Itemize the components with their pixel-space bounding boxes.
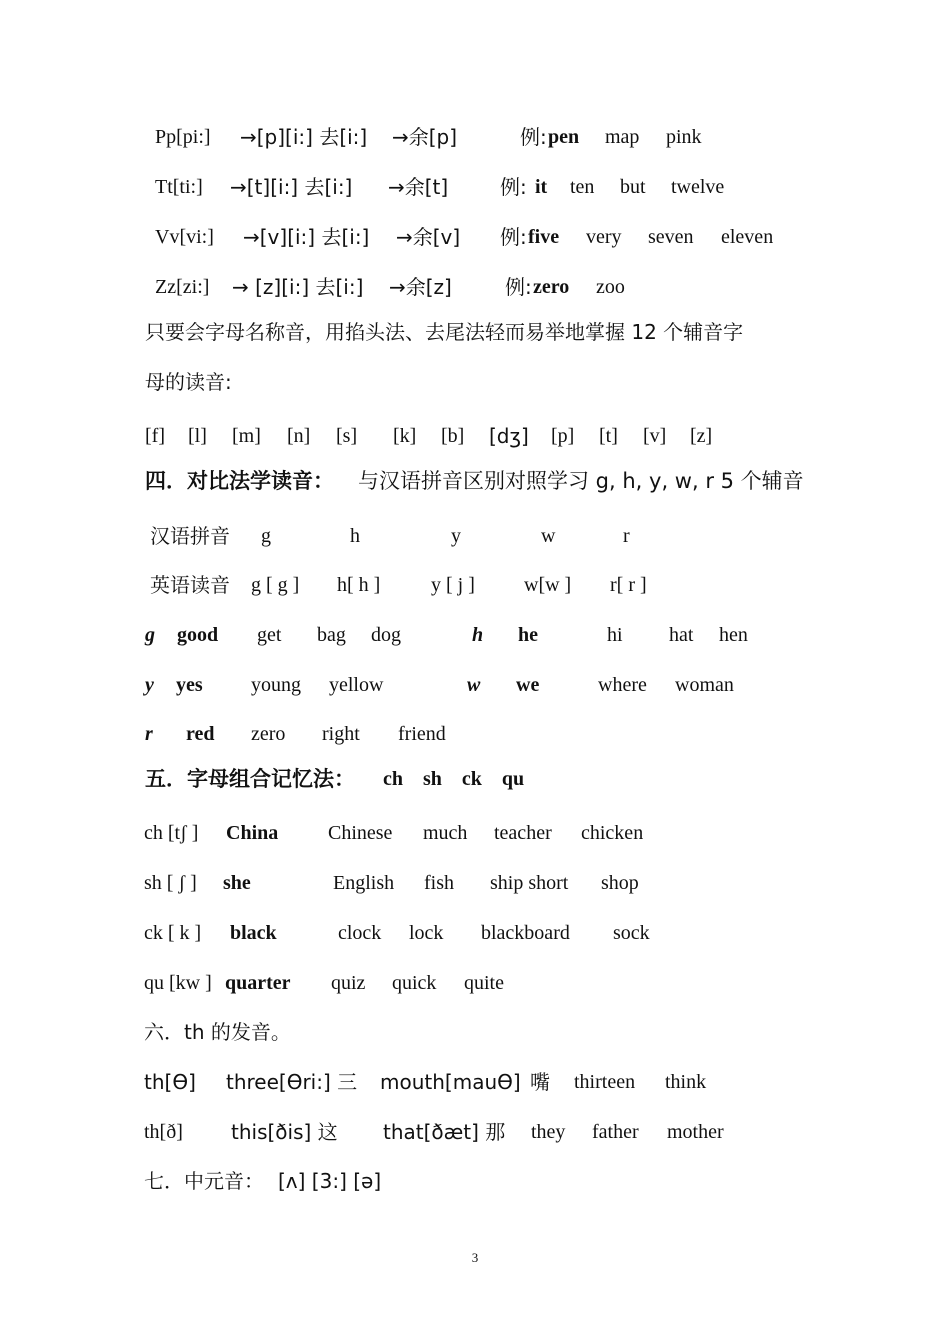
example-word: zoo — [596, 276, 625, 298]
key-word: she — [223, 872, 251, 894]
th-sound: th[ð] — [144, 1121, 183, 1143]
example-word: dog — [371, 624, 401, 646]
pinyin-letter: y — [451, 525, 461, 547]
example-word: think — [665, 1071, 707, 1093]
example-bold-word: it — [535, 176, 548, 198]
consonant: [b] — [441, 425, 465, 447]
consonant: [z] — [690, 425, 713, 447]
consonant: [t] — [599, 425, 618, 447]
section-title: 七．中元音： — [144, 1169, 264, 1193]
example-word: hat — [669, 624, 694, 646]
rule-result: →余[v] — [396, 225, 461, 249]
consonant: [f] — [145, 425, 165, 447]
rule-step: →[v][i:] 去[i:] — [243, 225, 370, 249]
combo-sound: ch [tʃ ] — [144, 822, 199, 844]
example-word: shop — [601, 872, 639, 894]
english-sound: h[ h ] — [337, 574, 381, 596]
english-sound: y [ j ] — [431, 574, 475, 596]
rule-result: →余[p] — [392, 125, 458, 149]
example-word: twelve — [671, 176, 725, 198]
example-word: three[Ɵri:] 三 — [226, 1070, 358, 1094]
example-word: chicken — [581, 822, 644, 844]
consonant: [n] — [287, 425, 311, 447]
letter-name: Tt[ti:] — [155, 176, 203, 198]
key-word: yes — [176, 674, 203, 696]
summary-text: 母的读音: — [145, 370, 232, 394]
summary-text: 只要会字母名称音，用掐头法、去尾法轻而易举地掌握 12 个辅音字 — [145, 320, 744, 344]
pinyin-letter: h — [350, 525, 360, 547]
example-word: young — [251, 674, 301, 696]
letter-combinations: ch sh ck qu — [383, 768, 525, 790]
example-word: fish — [424, 872, 454, 894]
section-description: 与汉语拼音区别对照学习 g, h, y, w, r 5 个辅音 — [358, 469, 804, 493]
example-word: get — [257, 624, 282, 646]
key-word: we — [516, 674, 540, 696]
example-word: map — [605, 126, 640, 148]
row-label: 英语读音 — [150, 573, 230, 597]
page-number: 3 — [471, 1250, 479, 1265]
pinyin-letter: r — [623, 525, 630, 547]
key-letter: w — [467, 674, 481, 696]
example-word: very — [586, 226, 622, 248]
english-sound: r[ r ] — [610, 574, 647, 596]
example-word: much — [423, 822, 468, 844]
example-label: 例: — [505, 275, 532, 299]
example-word: hen — [719, 624, 748, 646]
example-bold-word: zero — [533, 276, 570, 298]
row-label: 汉语拼音 — [150, 524, 230, 548]
combo-sound: ck [ k ] — [144, 922, 202, 944]
key-word: China — [226, 822, 279, 844]
key-word: good — [177, 624, 219, 646]
section-title: 六．th 的发音。 — [144, 1020, 291, 1044]
example-word: that[ðæt] 那 — [383, 1120, 506, 1144]
consonant: [s] — [336, 425, 358, 447]
english-sound: g [ g ] — [251, 574, 300, 596]
rule-result: →余[z] — [389, 275, 452, 299]
example-word: teacher — [494, 822, 552, 844]
example-word: this[ðis] 这 — [231, 1120, 338, 1144]
combo-sound: sh [ ʃ ] — [144, 872, 197, 894]
combo-sound: qu [kw ] — [144, 972, 212, 994]
example-word: yellow — [329, 674, 384, 696]
section-title: 五．字母组合记忆法： — [145, 767, 355, 791]
example-word: clock — [338, 922, 382, 944]
key-letter: r — [145, 723, 153, 745]
example-word: right — [322, 723, 360, 745]
example-word: bag — [317, 624, 346, 646]
key-word: quarter — [225, 972, 291, 994]
example-word: mouth[mauƟ] — [380, 1070, 521, 1094]
key-word: red — [186, 723, 215, 745]
th-sound: th[Ɵ] — [144, 1070, 196, 1094]
consonant: [l] — [188, 425, 207, 447]
example-word: quite — [464, 972, 504, 994]
key-letter: h — [472, 624, 484, 646]
example-word: father — [592, 1121, 639, 1143]
rule-step: →[t][i:] 去[i:] — [230, 175, 353, 199]
example-label: 例: — [500, 225, 527, 249]
example-word: hi — [607, 624, 623, 646]
key-letter: y — [145, 674, 154, 696]
example-word: quick — [392, 972, 437, 994]
example-word: eleven — [721, 226, 774, 248]
example-word: zero — [251, 723, 286, 745]
example-word: mother — [667, 1121, 724, 1143]
example-bold-word: pen — [548, 126, 580, 148]
example-word: ship short — [490, 872, 569, 894]
pinyin-letter: w — [541, 525, 556, 547]
letter-name: Pp[pi:] — [155, 126, 211, 148]
example-word: lock — [409, 922, 444, 944]
rule-step: →[p][i:] 去[i:] — [240, 125, 368, 149]
letter-name: Vv[vi:] — [155, 226, 214, 248]
example-word: blackboard — [481, 922, 570, 944]
english-sound: w[w ] — [524, 574, 572, 596]
example-word: pink — [666, 126, 702, 148]
example-word: they — [531, 1121, 566, 1143]
rule-step: → [z][i:] 去[i:] — [232, 275, 364, 299]
key-word: he — [518, 624, 538, 646]
consonant: [p] — [551, 425, 575, 447]
key-letter: g — [145, 624, 155, 646]
example-bold-word: five — [528, 226, 560, 248]
consonant: [k] — [393, 425, 417, 447]
consonant: [v] — [643, 425, 667, 447]
example-word: ten — [570, 176, 595, 198]
example-label: 例: — [500, 175, 527, 199]
letter-name: Zz[zi:] — [155, 276, 210, 298]
example-word: sock — [613, 922, 650, 944]
consonant: [m] — [232, 425, 261, 447]
section-title: 四．对比法学读音： — [145, 469, 334, 493]
central-vowels: [ʌ] [3:] [ə] — [278, 1169, 382, 1193]
example-word: English — [333, 872, 395, 894]
example-word: where — [598, 674, 647, 696]
example-word: Chinese — [328, 822, 393, 844]
rule-result: →余[t] — [388, 175, 449, 199]
example-word: but — [620, 176, 646, 198]
example-word: seven — [648, 226, 694, 248]
example-word: woman — [675, 674, 734, 696]
example-word: friend — [398, 723, 446, 745]
example-meaning: 嘴 — [530, 1070, 550, 1094]
pinyin-letter: g — [261, 525, 271, 547]
consonant: [dʒ] — [489, 424, 529, 448]
key-word: black — [230, 922, 277, 944]
example-label: 例: — [520, 125, 547, 149]
example-word: thirteen — [574, 1071, 636, 1093]
example-word: quiz — [331, 972, 366, 994]
